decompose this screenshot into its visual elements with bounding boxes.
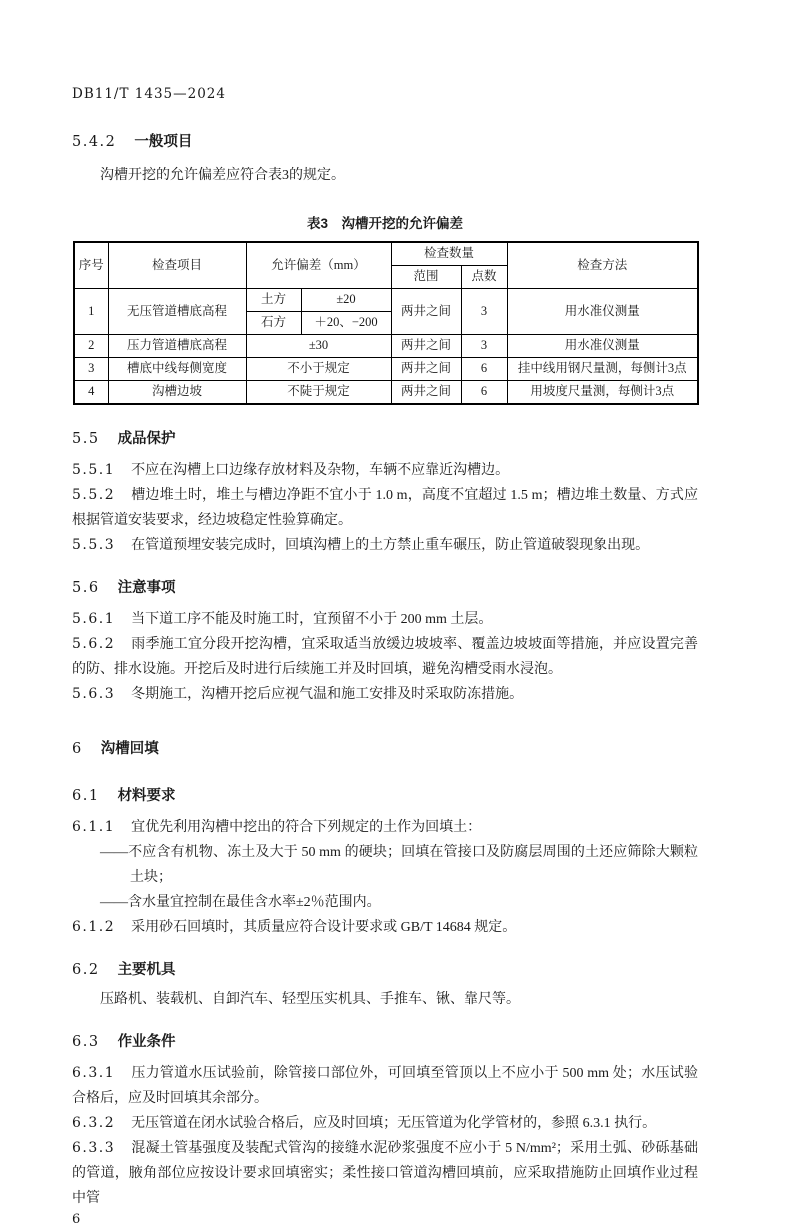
table3-caption: 表3 沟槽开挖的允许偏差: [306, 216, 463, 231]
cell-sub-value: ＋20、−200: [301, 312, 391, 335]
section-title: 作业条件: [117, 1034, 176, 1050]
cell-method: 用水准仪测量: [507, 335, 698, 358]
dash-list-item: ——不应含有机物、冻土及大于 50 mm 的硬块；回填在管接口及防腐层周围的土还应筛除大颗粒土块；: [100, 845, 698, 885]
cell-sub-type: 土方: [246, 289, 301, 312]
clause-number: 5.5.1: [72, 462, 116, 478]
col-header-quantity: 检查数量: [391, 242, 507, 266]
clause-number: 5.6.1: [72, 611, 116, 627]
cell-method: 挂中线用钢尺量测，每侧计3点: [507, 358, 698, 381]
clause-text: 冬期施工，沟槽开挖后应视气温和施工安排及时采取防冻措施。: [131, 687, 524, 702]
clause-5-5-2: [72, 483, 698, 533]
clause-6-1-2: [72, 915, 698, 940]
table-row: [74, 335, 698, 358]
cell-seq: 4: [74, 381, 108, 405]
section-number: 5.6: [72, 580, 100, 596]
cell-sub-value: ±20: [301, 289, 391, 312]
section-number: 6.3: [72, 1034, 100, 1050]
section-number: 5.4.2: [72, 134, 117, 150]
table-row: [74, 381, 698, 405]
section-title: 注意事项: [117, 580, 176, 596]
section-number: 6.2: [72, 962, 100, 978]
section-number: 6.1: [72, 788, 100, 804]
clause-text: 在管道预埋安装完成时，回填沟槽上的土方禁止重车碾压，防止管道破裂现象出现。: [131, 538, 650, 553]
col-header-range: 范围: [391, 266, 461, 289]
clause-6-1-1: [72, 815, 698, 840]
section-title: 主要机具: [117, 962, 176, 978]
clause-number: 5.6.3: [72, 686, 116, 702]
paragraph-6-2: 压路机、装载机、自卸汽车、轻型压实机具、手推车、锹、靠尺等。: [100, 992, 520, 1007]
clause-text: 槽边堆土时，堆土与槽边净距不宜小于 1.0 m，高度不宜超过 1.5 m；槽边堆土数量、方式应根据管道安装要求，经边坡稳定性验算确定。: [72, 488, 698, 528]
cell-tolerance: ±30: [246, 335, 391, 358]
cell-tolerance: 不小于规定: [246, 358, 391, 381]
section-heading-5-5: [72, 427, 698, 448]
col-header-item: 检查项目: [108, 242, 246, 289]
col-header-tolerance: 允许偏差（mm）: [246, 242, 391, 289]
col-header-points: 点数: [461, 266, 507, 289]
section-heading-6-3: [72, 1030, 698, 1051]
table-row: [74, 358, 698, 381]
cell-item: 压力管道槽底高程: [108, 335, 246, 358]
clause-number: 6.1.2: [72, 919, 116, 935]
cell-method: 用水准仪测量: [507, 289, 698, 335]
clause-number: 6.3.3: [72, 1140, 116, 1156]
section-title: 一般项目: [134, 134, 193, 150]
cell-points: 6: [461, 381, 507, 405]
cell-seq: 3: [74, 358, 108, 381]
cell-points: 6: [461, 358, 507, 381]
clause-number: 5.5.3: [72, 537, 116, 553]
section-heading-6-2: [72, 958, 698, 979]
cell-seq: 1: [74, 289, 108, 335]
doc-code-header: DB11/T 1435—2024: [72, 86, 226, 102]
cell-item: 沟槽边坡: [108, 381, 246, 405]
clause-5-6-3: [72, 682, 698, 707]
clause-number: 5.5.2: [72, 487, 116, 503]
clause-6-3-3: [72, 1136, 698, 1211]
section-heading-5-4-2: [72, 130, 698, 151]
cell-points: 3: [461, 335, 507, 358]
section-title: 成品保护: [117, 431, 176, 447]
cell-range: 两井之间: [391, 335, 461, 358]
section-title: 材料要求: [117, 788, 176, 804]
page-number: 6: [72, 1212, 81, 1227]
clause-text: 无压管道在闭水试验合格后，应及时回填；无压管道为化学管材的，参照 6.3.1 执行。: [131, 1116, 657, 1131]
clause-number: 6.3.1: [72, 1065, 116, 1081]
chapter-heading-6: [72, 737, 698, 758]
cell-item: 槽底中线每侧宽度: [108, 358, 246, 381]
cell-item: 无压管道槽底高程: [108, 289, 246, 335]
clause-6-3-2: [72, 1111, 698, 1136]
clause-number: 5.6.2: [72, 636, 116, 652]
cell-sub-type: 石方: [246, 312, 301, 335]
col-header-seq: 序号: [74, 242, 108, 289]
section-number: 6: [72, 741, 83, 757]
section-heading-5-6: [72, 576, 698, 597]
cell-tolerance: 不陡于规定: [246, 381, 391, 405]
clause-text: 压力管道水压试验前，除管接口部位外，可回填至管顶以上不应小于 500 mm 处；水压试验合格后，应及时回填其余部分。: [72, 1066, 698, 1106]
clause-5-6-1: [72, 607, 698, 632]
cell-range: 两井之间: [391, 381, 461, 405]
section-heading-6-1: [72, 784, 698, 805]
clause-5-6-2: [72, 632, 698, 682]
cell-range: 两井之间: [391, 289, 461, 335]
clause-number: 6.1.1: [72, 819, 116, 835]
paragraph-5-4-2: 沟槽开挖的允许偏差应符合表3的规定。: [100, 168, 345, 183]
section-number: 5.5: [72, 431, 100, 447]
clause-text: 雨季施工宜分段开挖沟槽，宜采取适当放缓边坡坡率、覆盖边坡坡面等措施，并应设置完善的防、排水设施。开挖后及时进行后续施工并及时回填，避免沟槽受雨水浸泡。: [72, 637, 698, 677]
clause-text: 采用砂石回填时，其质量应符合设计要求或 GB/T 14684 规定。: [131, 920, 517, 935]
clause-text: 宜优先利用沟槽中挖出的符合下列规定的土作为回填土：: [131, 820, 482, 835]
clause-text: 不应在沟槽上口边缘存放材料及杂物，车辆不应靠近沟槽边。: [131, 463, 510, 478]
cell-points: 3: [461, 289, 507, 335]
col-header-method: 检查方法: [507, 242, 698, 289]
clause-6-3-1: [72, 1061, 698, 1111]
table-row: [74, 289, 698, 312]
clause-text: 混凝土管基强度及装配式管沟的接缝水泥砂浆强度不应小于 5 N/mm²；采用土弧、砂砾基础的管道，腋角部位应按设计要求回填密实；柔性接口管道沟槽回填前，应采取措施防止回填作业过程中管: [72, 1141, 698, 1206]
cell-seq: 2: [74, 335, 108, 358]
section-title: 沟槽回填: [100, 741, 159, 757]
clause-5-5-1: [72, 458, 698, 483]
cell-method: 用坡度尺量测，每侧计3点: [507, 381, 698, 405]
table3-header-row-1: [74, 242, 698, 266]
dash-list-item: ——含水量宜控制在最佳含水率±2％范围内。: [100, 895, 381, 910]
clause-5-5-3: [72, 533, 698, 558]
cell-range: 两井之间: [391, 358, 461, 381]
table3: [73, 241, 699, 405]
clause-number: 6.3.2: [72, 1115, 116, 1131]
clause-text: 当下道工序不能及时施工时，宜预留不小于 200 mm 土层。: [131, 612, 493, 627]
